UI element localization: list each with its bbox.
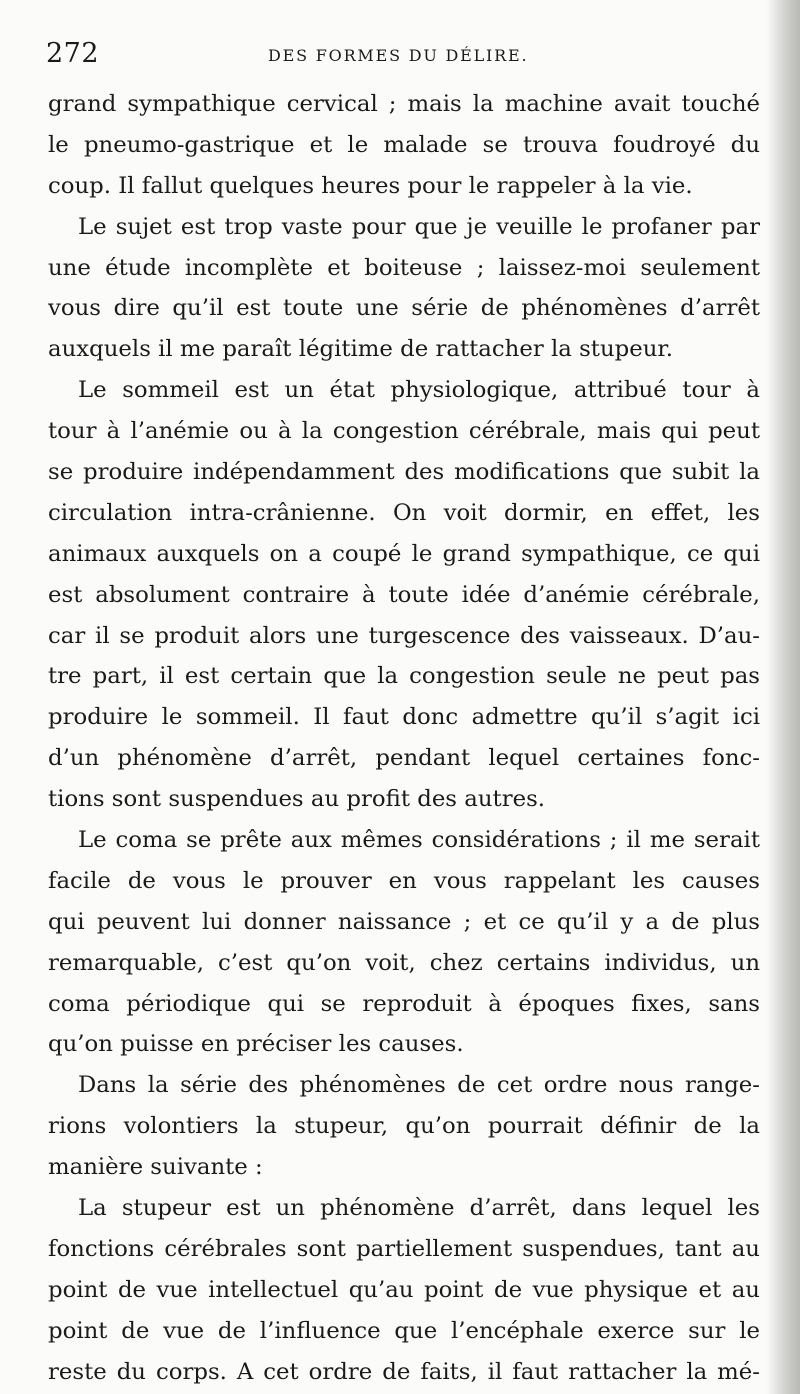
page-edge-shadow bbox=[766, 0, 800, 1394]
body-text bbox=[48, 84, 760, 1393]
text-line: facile de vous le prouver en vous rappelant les causes bbox=[48, 867, 760, 894]
text-line: est absolument contraire à toute idée d’anémie cérébrale, bbox=[48, 581, 760, 608]
text-line: La stupeur est un phénomène d’arrêt, dans lequel les bbox=[78, 1195, 760, 1222]
text-line: Dans la série des phénomènes de cet ordre nous range- bbox=[78, 1072, 760, 1099]
running-title: DES FORMES DU DÉLIRE. bbox=[268, 46, 529, 65]
text-line: circulation intra-crânienne. On voit dormir, en effet, les bbox=[48, 499, 760, 526]
text-line: Le sujet est trop vaste pour que je veuille le profaner par bbox=[78, 213, 760, 240]
text-line: qu’on puisse en préciser les causes. bbox=[48, 1031, 464, 1058]
text-line: se produire indépendamment des modifications que subit la bbox=[48, 459, 760, 486]
text-line: Le sommeil est un état physiologique, attribué tour à bbox=[78, 377, 760, 404]
text-line: auxquels il me paraît légitime de rattacher la stupeur. bbox=[48, 336, 674, 363]
text-line: qui peuvent lui donner naissance ; et ce qu’il y a de plus bbox=[48, 908, 760, 935]
text-line: le pneumo-gastrique et le malade se trouva foudroyé du bbox=[48, 131, 760, 158]
text-line: Le coma se prête aux mêmes considérations ; il me serait bbox=[78, 827, 760, 854]
text-line: point de vue de l’influence que l’encéphale exerce sur le bbox=[48, 1317, 760, 1344]
text-line: animaux auxquels on a coupé le grand sympathique, ce qui bbox=[48, 540, 760, 567]
text-line: car il se produit alors une turgescence des vaisseaux. D’au- bbox=[48, 622, 760, 649]
text-line: fonctions cérébrales sont partiellement suspendues, tant au bbox=[48, 1235, 760, 1262]
text-line: manière suivante : bbox=[48, 1154, 263, 1181]
text-line: point de vue intellectuel qu’au point de vue physique et au bbox=[48, 1276, 760, 1303]
text-line: produire le sommeil. Il faut donc admettre qu’il s’agit ici bbox=[48, 704, 760, 731]
text-line: coup. Il fallut quelques heures pour le rappeler à la vie. bbox=[48, 172, 693, 199]
text-line: rions volontiers la stupeur, qu’on pourrait définir de la bbox=[48, 1113, 760, 1140]
page-number: 272 bbox=[46, 38, 100, 69]
text-line: grand sympathique cervical ; mais la machine avait touché bbox=[48, 91, 760, 117]
text-line: tre part, il est certain que la congestion seule ne peut pas bbox=[48, 663, 760, 690]
text-line: reste du corps. A cet ordre de faits, il faut rattacher la mé- bbox=[48, 1358, 760, 1385]
text-line: une étude incomplète et boiteuse ; laissez-moi seulement bbox=[48, 254, 760, 281]
text-line: d’un phénomène d’arrêt, pendant lequel certaines fonc- bbox=[48, 745, 760, 772]
text-line: tions sont suspendues au profit des autres. bbox=[48, 786, 546, 813]
page-header bbox=[46, 36, 758, 76]
text-line: vous dire qu’il est toute une série de phénomènes d’arrêt bbox=[48, 295, 760, 322]
text-line: tour à l’anémie ou à la congestion cérébrale, mais qui peut bbox=[48, 418, 760, 445]
text-line: remarquable, c’est qu’on voit, chez certains individus, un bbox=[48, 949, 760, 976]
text-line: coma périodique qui se reproduit à époques fixes, sans bbox=[48, 990, 760, 1017]
